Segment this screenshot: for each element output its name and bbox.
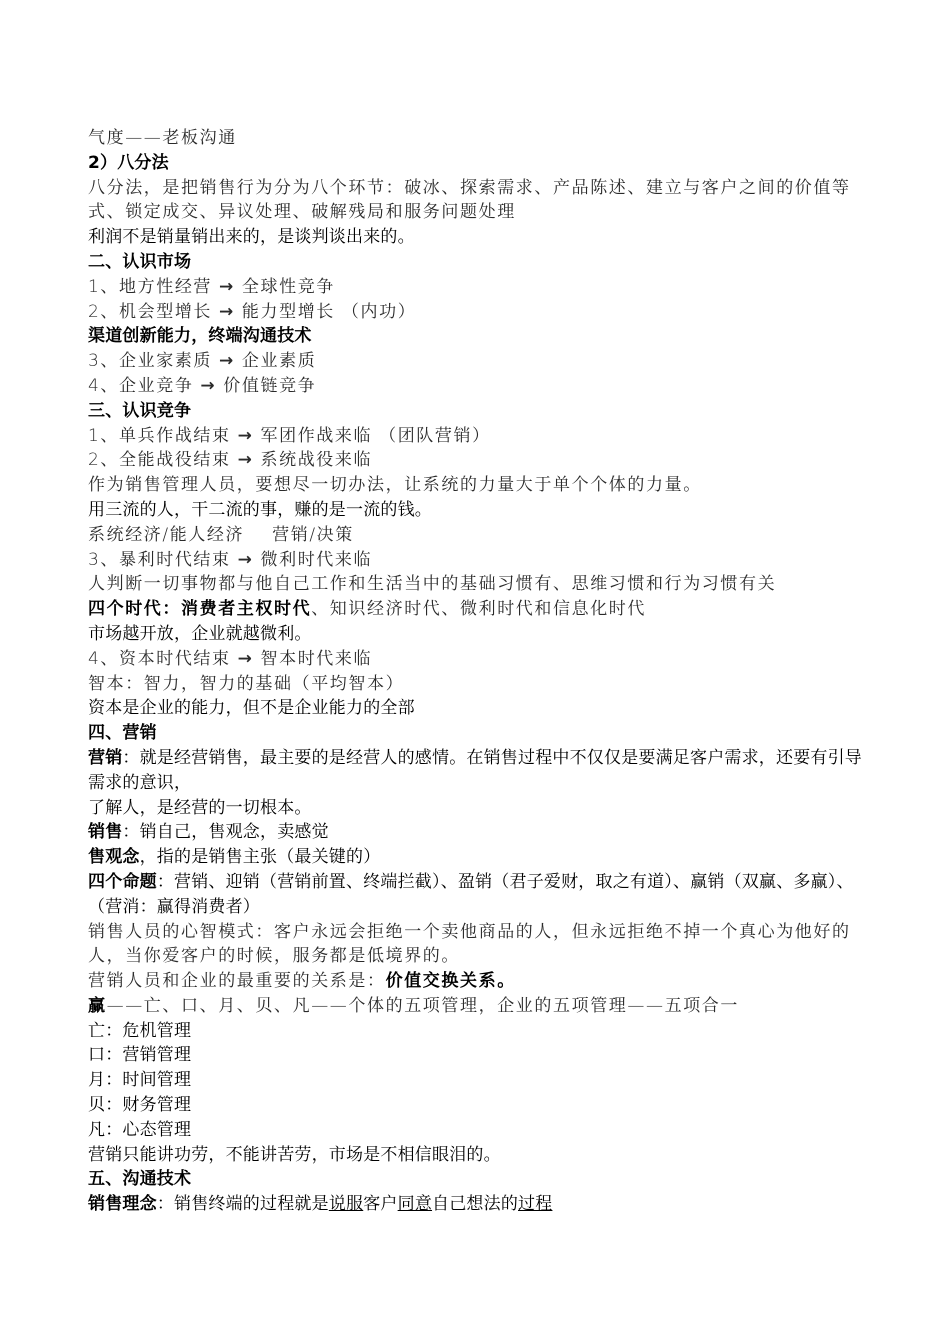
text: 客户: [363, 1194, 398, 1215]
term: 销售理念: [88, 1194, 157, 1215]
term: 销售: [88, 822, 123, 843]
text-line: [88, 845, 878, 870]
item-text: 3、暴利时代结束: [88, 549, 238, 570]
list-item: [88, 448, 878, 473]
text-line: [88, 969, 878, 994]
text: ——亡、口、月、贝、凡——个体的五项管理，企业的五项管理——五项合一: [106, 995, 740, 1016]
item-text: 1、单兵作战结束: [88, 425, 238, 446]
underlined-text: 过程: [518, 1194, 553, 1215]
underlined-text: 同意: [397, 1194, 433, 1215]
item-text: 4、企业竞争: [88, 375, 201, 396]
arrow-icon: →: [219, 351, 235, 372]
item-text: 2、全能战役结束: [88, 450, 238, 471]
text-line: 智本：智力，智力的基础（平均智本）: [88, 673, 405, 694]
subheading: 2）八分法: [88, 152, 169, 173]
item-text: 2、机会型增长: [88, 301, 220, 322]
paragraph: [88, 870, 878, 920]
text-line: 系统经济/能人经济 营销/决策: [88, 524, 354, 545]
item-text: 价值链竞争: [216, 375, 317, 396]
text-line: 气度——老板沟通: [88, 128, 237, 148]
term: 赢: [88, 995, 107, 1016]
arrow-icon: →: [200, 375, 217, 396]
list-item: [88, 349, 878, 374]
item-text: 企业素质: [234, 351, 317, 372]
definition: ：就是经营销售，最主要的是经营人的感情。在销售过程中不仅仅是要满足客户需求，还要有引导需求的意识，: [88, 747, 863, 793]
list-item: [88, 374, 878, 399]
text-line: 人判断一切事物都与他自己工作和生活当中的基础习惯有、思维习惯和行为习惯有关: [88, 574, 777, 595]
arrow-icon: →: [237, 425, 254, 446]
text-line: [88, 597, 878, 622]
item-text: 1、地方性经营: [88, 276, 220, 297]
item-text: 4、资本时代结束: [88, 648, 238, 669]
emphasis: 消费者主权时代: [181, 599, 312, 620]
bold-line: 渠道创新能力，终端沟通技术: [88, 326, 312, 347]
text-line: [88, 820, 878, 845]
item-text: 系统战役来临: [253, 450, 373, 471]
text-line: 用三流的人，干二流的事，赚的是一流的钱。: [88, 499, 432, 520]
arrow-icon: →: [219, 301, 235, 322]
text-line: [88, 994, 878, 1019]
item-text: 3、企业家素质: [88, 351, 220, 372]
label: 四个时代：: [88, 599, 181, 620]
emphasis: 价值交换关系。: [385, 971, 516, 992]
paragraph: 销售人员的心智模式：客户永远会拒绝一个卖他商品的人，但永远拒绝不掉一个真心为他好的人，当你爱客户的时候，服务都是低境界的。: [88, 921, 851, 967]
item-text: 智本时代来临: [253, 648, 373, 669]
list-item: 贝：财务管理: [88, 1095, 192, 1116]
term: 四个命题: [88, 871, 157, 892]
section-heading: 四、营销: [88, 723, 157, 744]
list-item: 口：营销管理: [88, 1045, 192, 1066]
text-line: 营销只能讲功劳，不能讲苦劳，市场是不相信眼泪的。: [88, 1144, 501, 1165]
section-heading: 三、认识竞争: [88, 400, 192, 421]
text: ：销售终端的过程就是: [156, 1194, 329, 1215]
list-item: [88, 300, 878, 325]
paragraph: [88, 746, 878, 796]
text-line: 资本是企业的能力，但不是企业能力的全部: [88, 698, 415, 719]
text: 自己想法的: [432, 1194, 519, 1215]
section-heading: 五、沟通技术: [88, 1169, 192, 1190]
text-line: 作为销售管理人员，要想尽一切办法，让系统的力量大于单个个体的力量。: [88, 475, 702, 496]
item-text: 能力型增长 （内功）: [234, 301, 417, 322]
text: 营销人员和企业的最重要的关系是：: [88, 971, 386, 992]
list-item: [88, 275, 878, 300]
underlined-text: 说服: [328, 1194, 364, 1215]
section-heading: 二、认识市场: [88, 251, 192, 272]
list-item: [88, 424, 878, 449]
definition: ：营销、迎销（营销前置、终端拦截）、盈销（君子爱财，取之有道）、赢销（双赢、多赢）、（营消：赢得消费者）: [88, 871, 854, 917]
paragraph: 八分法，是把销售行为分为八个环节：破冰、探索需求、产品陈述、建立与客户之间的价值等式、锁定成交、异议处理、破解残局和服务问题处理: [88, 177, 851, 223]
arrow-icon: →: [237, 549, 254, 570]
list-item: 亡：危机管理: [88, 1020, 192, 1041]
arrow-icon: →: [237, 648, 254, 669]
text-line: 利润不是销量销出来的，是谈判谈出来的。: [88, 227, 415, 248]
item-text: 全球性竞争: [234, 276, 335, 297]
list-item: [88, 548, 878, 573]
list-item: 凡：心态管理: [88, 1119, 192, 1140]
arrow-icon: →: [237, 450, 254, 471]
text-line: [88, 1192, 878, 1217]
text: 、知识经济时代、微利时代和信息化时代: [311, 599, 647, 620]
list-item: [88, 647, 878, 672]
definition: ：销自己，售观念，卖感觉: [122, 822, 329, 843]
item-text: 军团作战来临 （团队营销）: [253, 425, 491, 446]
item-text: 微利时代来临: [253, 549, 373, 570]
text-line: 市场越开放，企业就越微利。: [88, 623, 312, 644]
arrow-icon: →: [219, 276, 235, 297]
term: 营销: [88, 747, 123, 768]
document-page: [88, 126, 878, 1217]
text-line: 了解人，是经营的一切根本。: [88, 797, 312, 818]
term: 售观念: [88, 847, 140, 868]
definition: ，指的是销售主张（最关键的）: [139, 847, 381, 868]
list-item: 月：时间管理: [88, 1070, 192, 1091]
